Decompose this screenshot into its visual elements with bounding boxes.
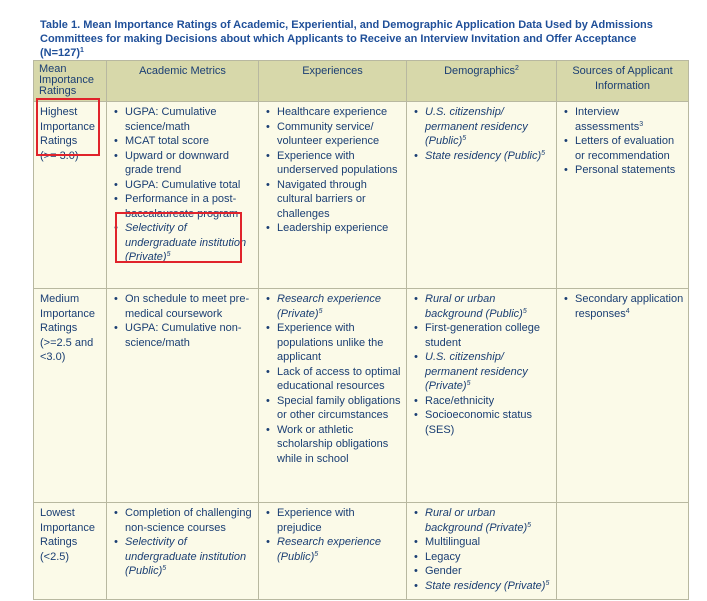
experiences-list xyxy=(263,292,402,466)
list-item: • State residency (Private)$^5$ xyxy=(425,579,552,594)
list-item: • Personal statements xyxy=(575,163,684,178)
header-academic-metrics: Academic Metrics xyxy=(107,61,259,102)
list-item: • UGPA: Cumulative non-science/math xyxy=(125,321,254,350)
list-item: • Rural or urban background (Private)$^5$ xyxy=(425,506,552,535)
list-item: • Selectivity of undergraduate institution (Private)$^5$ xyxy=(125,221,254,265)
header-sources: Sources of Applicant Information xyxy=(557,61,689,102)
list-item: • Special family obligations or other circumstances xyxy=(277,394,402,423)
header-mean-importance: Mean Importance Ratings xyxy=(34,61,107,102)
list-item: • Completion of challenging non-science courses xyxy=(125,506,254,535)
list-item: • Experience with populations unlike the applicant xyxy=(277,321,402,365)
list-item: • UGPA: Cumulative total xyxy=(125,178,254,193)
list-item: • Socioeconomic status (SES) xyxy=(425,408,552,437)
list-item: • Selectivity of undergraduate institution (Public)$^5$ xyxy=(125,535,254,579)
list-item: • Interview assessments$^3$ xyxy=(575,105,684,134)
list-item: • Multilingual xyxy=(425,535,552,550)
list-item: • State residency (Public)$^5$ xyxy=(425,149,552,164)
importance-level-label: Lowest Importance Ratings (<2.5) xyxy=(34,503,107,600)
sources-cell xyxy=(557,503,689,600)
importance-level-label: Medium Importance Ratings (>=2.5 and <3.0) xyxy=(34,289,107,503)
caption-line-2: Committees for making Decisions about which Applicants to Receive an Interview Invitation and Offer Acceptance (N=127)$^1$ xyxy=(40,33,637,59)
experiences-list xyxy=(263,105,402,236)
academic-cell xyxy=(107,503,259,600)
table-row xyxy=(34,503,689,600)
experiences-cell xyxy=(259,289,407,503)
highlight-box-selectivity-private xyxy=(115,212,242,263)
demographics-list xyxy=(411,292,552,437)
list-item: • Race/ethnicity xyxy=(425,394,552,409)
sources-cell xyxy=(557,289,689,503)
academic-list xyxy=(111,292,254,350)
list-item: • Upward or downward grade trend xyxy=(125,149,254,178)
list-item: • Community service/ volunteer experience xyxy=(277,120,402,149)
caption-line-1: Table 1. Mean Importance Ratings of Academic, Experiential, and Demographic Application Data Used by Admissions xyxy=(40,19,653,31)
sources-list xyxy=(561,292,684,321)
experiences-cell xyxy=(259,102,407,289)
table-caption xyxy=(40,18,680,60)
list-item: • Letters of evaluation or recommendation xyxy=(575,134,684,163)
list-item: • First-generation college student xyxy=(425,321,552,350)
demographics-cell xyxy=(407,503,557,600)
list-item: • Leadership experience xyxy=(277,221,402,236)
experiences-list xyxy=(263,506,402,564)
demographics-list xyxy=(411,105,552,163)
list-item: • Legacy xyxy=(425,550,552,565)
list-item: • Performance in a post-baccalaureate program xyxy=(125,192,254,221)
list-item: • Experience with prejudice xyxy=(277,506,402,535)
list-item: • U.S. citizenship/ permanent residency (Public)$^5$ xyxy=(425,105,552,149)
sources-list xyxy=(561,105,684,178)
list-item: • Lack of access to optimal educational resources xyxy=(277,365,402,394)
list-item: • Research experience (Private)$^5$ xyxy=(277,292,402,321)
demographics-list xyxy=(411,506,552,593)
list-item: • Work or athletic scholarship obligations while in school xyxy=(277,423,402,467)
list-item: • U.S. citizenship/ permanent residency (Private)$^5$ xyxy=(425,350,552,394)
academic-cell xyxy=(107,289,259,503)
list-item: • Secondary application responses$^4$ xyxy=(575,292,684,321)
importance-table xyxy=(33,60,689,600)
list-item: • Healthcare experience xyxy=(277,105,402,120)
academic-list xyxy=(111,506,254,579)
importance-level-label: Highest Importance Ratings (>= 3.0) xyxy=(34,102,107,289)
list-item: • Research experience (Public)$^5$ xyxy=(277,535,402,564)
list-item: • Navigated through cultural barriers or challenges xyxy=(277,178,402,222)
table-row xyxy=(34,289,689,503)
list-item: • Rural or urban background (Public)$^5$ xyxy=(425,292,552,321)
header-row xyxy=(34,61,689,102)
list-item: • UGPA: Cumulative science/math xyxy=(125,105,254,134)
header-demographics: Demographics$^2$ xyxy=(407,61,557,102)
experiences-cell xyxy=(259,503,407,600)
highlight-box-highest-label xyxy=(36,98,100,156)
list-item: • Experience with underserved populations xyxy=(277,149,402,178)
demographics-cell xyxy=(407,289,557,503)
header-experiences: Experiences xyxy=(259,61,407,102)
list-item: • Gender xyxy=(425,564,552,579)
list-item: • On schedule to meet pre-medical coursework xyxy=(125,292,254,321)
demographics-cell xyxy=(407,102,557,289)
list-item: • MCAT total score xyxy=(125,134,254,149)
sources-cell xyxy=(557,102,689,289)
